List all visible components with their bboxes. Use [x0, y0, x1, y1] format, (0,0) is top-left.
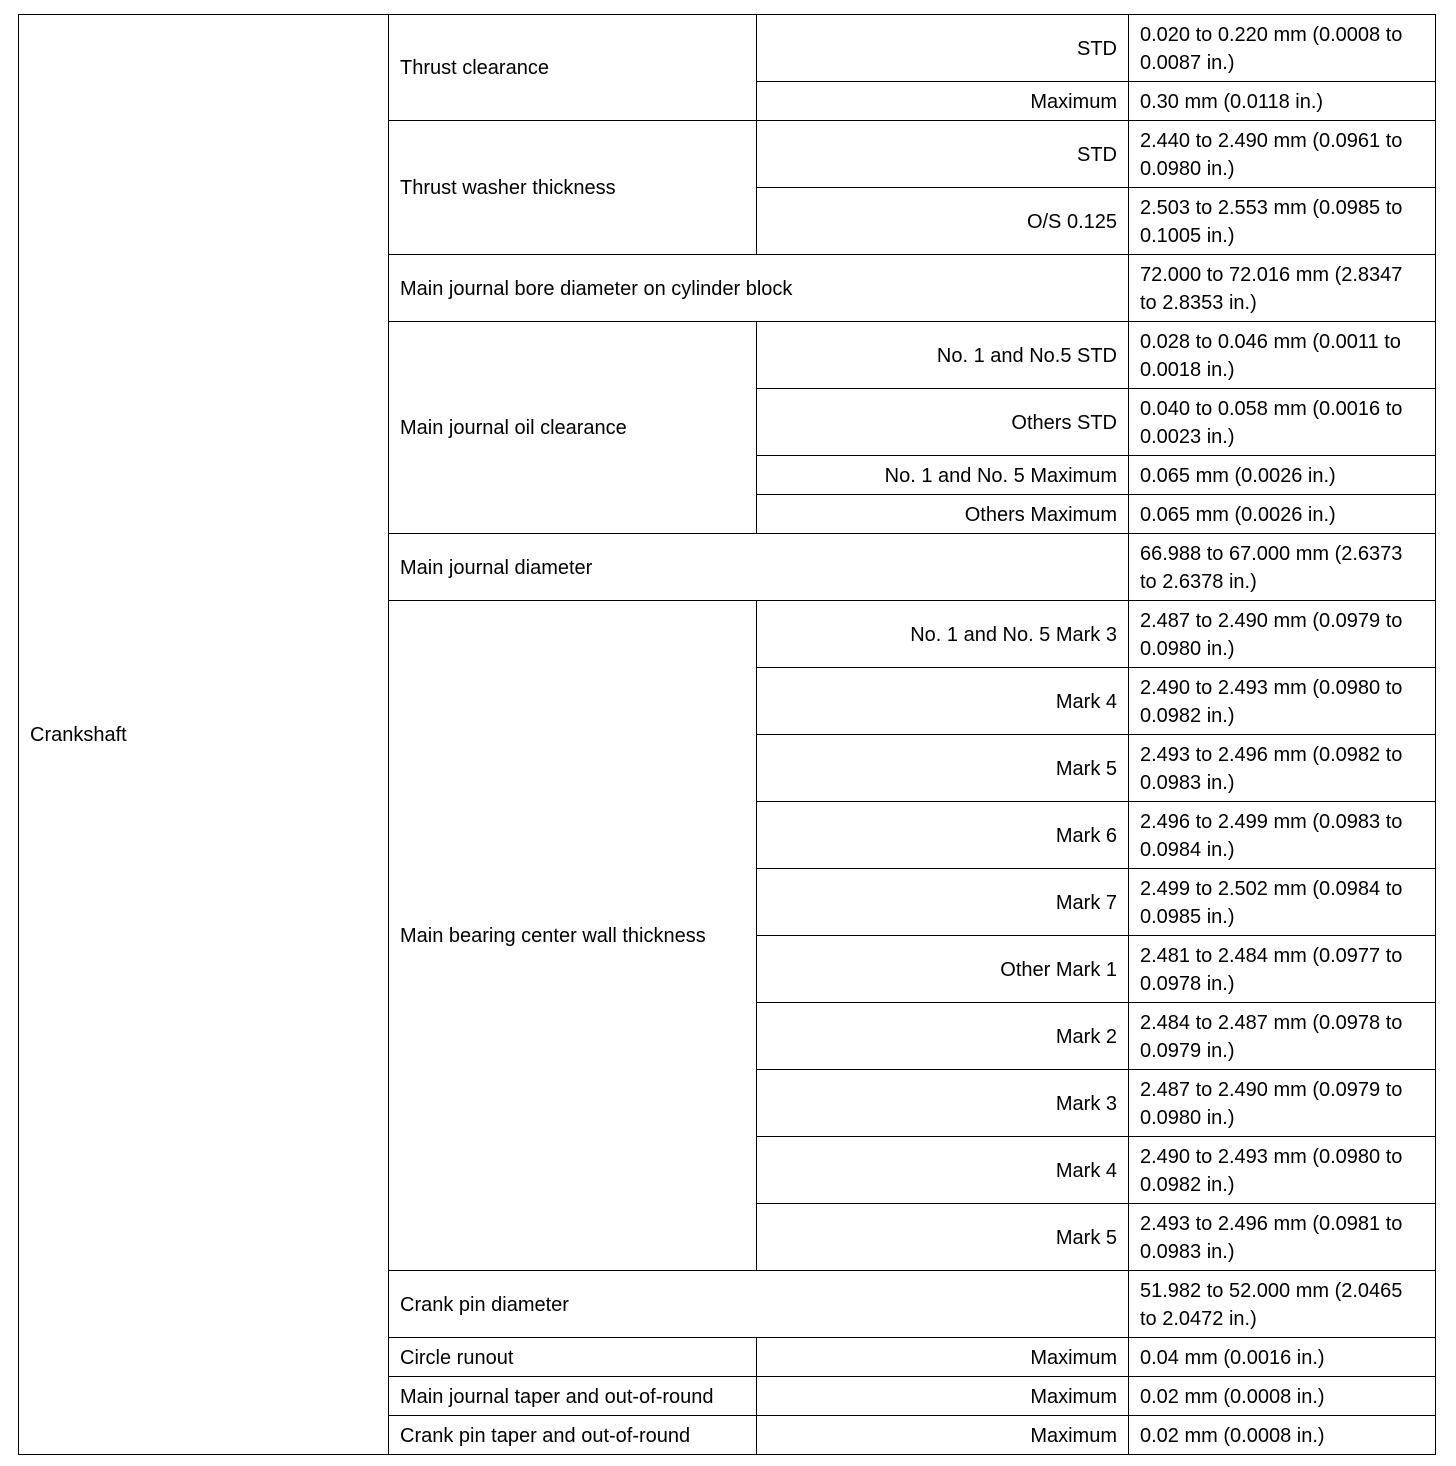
value-cell: 2.487 to 2.490 mm (0.0979 to 0.0980 in.): [1129, 1070, 1436, 1137]
condition-cell: No. 1 and No. 5 Maximum: [757, 456, 1129, 495]
value-cell: 0.02 mm (0.0008 in.): [1129, 1377, 1436, 1416]
condition-cell: Maximum: [757, 1377, 1129, 1416]
value-cell: 2.487 to 2.490 mm (0.0979 to 0.0980 in.): [1129, 601, 1436, 668]
value-cell: 2.493 to 2.496 mm (0.0982 to 0.0983 in.): [1129, 735, 1436, 802]
item-cell: Main journal bore diameter on cylinder block: [389, 255, 1129, 322]
value-cell: 2.481 to 2.484 mm (0.0977 to 0.0978 in.): [1129, 936, 1436, 1003]
item-cell: Main bearing center wall thickness: [389, 601, 757, 1271]
value-cell: 0.02 mm (0.0008 in.): [1129, 1416, 1436, 1455]
value-cell: 72.000 to 72.016 mm (2.8347 to 2.8353 in.): [1129, 255, 1436, 322]
value-cell: 2.503 to 2.553 mm (0.0985 to 0.1005 in.): [1129, 188, 1436, 255]
table-row: [19, 15, 1436, 82]
condition-cell: Mark 4: [757, 1137, 1129, 1204]
condition-cell: Others STD: [757, 389, 1129, 456]
item-cell: Main journal taper and out-of-round: [389, 1377, 757, 1416]
value-cell: 2.490 to 2.493 mm (0.0980 to 0.0982 in.): [1129, 668, 1436, 735]
value-cell: 51.982 to 52.000 mm (2.0465 to 2.0472 in.): [1129, 1271, 1436, 1338]
condition-cell: No. 1 and No.5 STD: [757, 322, 1129, 389]
value-cell: 2.440 to 2.490 mm (0.0961 to 0.0980 in.): [1129, 121, 1436, 188]
item-cell: Crank pin taper and out-of-round: [389, 1416, 757, 1455]
condition-cell: Mark 5: [757, 1204, 1129, 1271]
value-cell: 0.020 to 0.220 mm (0.0008 to 0.0087 in.): [1129, 15, 1436, 82]
item-cell: Thrust washer thickness: [389, 121, 757, 255]
value-cell: 0.028 to 0.046 mm (0.0011 to 0.0018 in.): [1129, 322, 1436, 389]
condition-cell: Maximum: [757, 1338, 1129, 1377]
value-cell: 0.04 mm (0.0016 in.): [1129, 1338, 1436, 1377]
condition-cell: Maximum: [757, 82, 1129, 121]
crankshaft-spec-table: [18, 14, 1436, 1455]
value-cell: 0.065 mm (0.0026 in.): [1129, 456, 1436, 495]
condition-cell: Mark 2: [757, 1003, 1129, 1070]
value-cell: 2.490 to 2.493 mm (0.0980 to 0.0982 in.): [1129, 1137, 1436, 1204]
value-cell: 2.496 to 2.499 mm (0.0983 to 0.0984 in.): [1129, 802, 1436, 869]
item-cell: Crank pin diameter: [389, 1271, 1129, 1338]
condition-cell: Mark 7: [757, 869, 1129, 936]
condition-cell: Others Maximum: [757, 495, 1129, 534]
condition-cell: No. 1 and No. 5 Mark 3: [757, 601, 1129, 668]
condition-cell: Other Mark 1: [757, 936, 1129, 1003]
condition-cell: STD: [757, 15, 1129, 82]
condition-cell: STD: [757, 121, 1129, 188]
condition-cell: Maximum: [757, 1416, 1129, 1455]
value-cell: 2.484 to 2.487 mm (0.0978 to 0.0979 in.): [1129, 1003, 1436, 1070]
value-cell: 66.988 to 67.000 mm (2.6373 to 2.6378 in.): [1129, 534, 1436, 601]
condition-cell: Mark 4: [757, 668, 1129, 735]
value-cell: 0.040 to 0.058 mm (0.0016 to 0.0023 in.): [1129, 389, 1436, 456]
condition-cell: O/S 0.125: [757, 188, 1129, 255]
item-cell: Main journal oil clearance: [389, 322, 757, 534]
value-cell: 0.30 mm (0.0118 in.): [1129, 82, 1436, 121]
value-cell: 0.065 mm (0.0026 in.): [1129, 495, 1436, 534]
item-cell: Circle runout: [389, 1338, 757, 1377]
condition-cell: Mark 5: [757, 735, 1129, 802]
condition-cell: Mark 6: [757, 802, 1129, 869]
condition-cell: Mark 3: [757, 1070, 1129, 1137]
item-cell: Thrust clearance: [389, 15, 757, 121]
component-cell: Crankshaft: [19, 15, 389, 1455]
value-cell: 2.493 to 2.496 mm (0.0981 to 0.0983 in.): [1129, 1204, 1436, 1271]
value-cell: 2.499 to 2.502 mm (0.0984 to 0.0985 in.): [1129, 869, 1436, 936]
item-cell: Main journal diameter: [389, 534, 1129, 601]
